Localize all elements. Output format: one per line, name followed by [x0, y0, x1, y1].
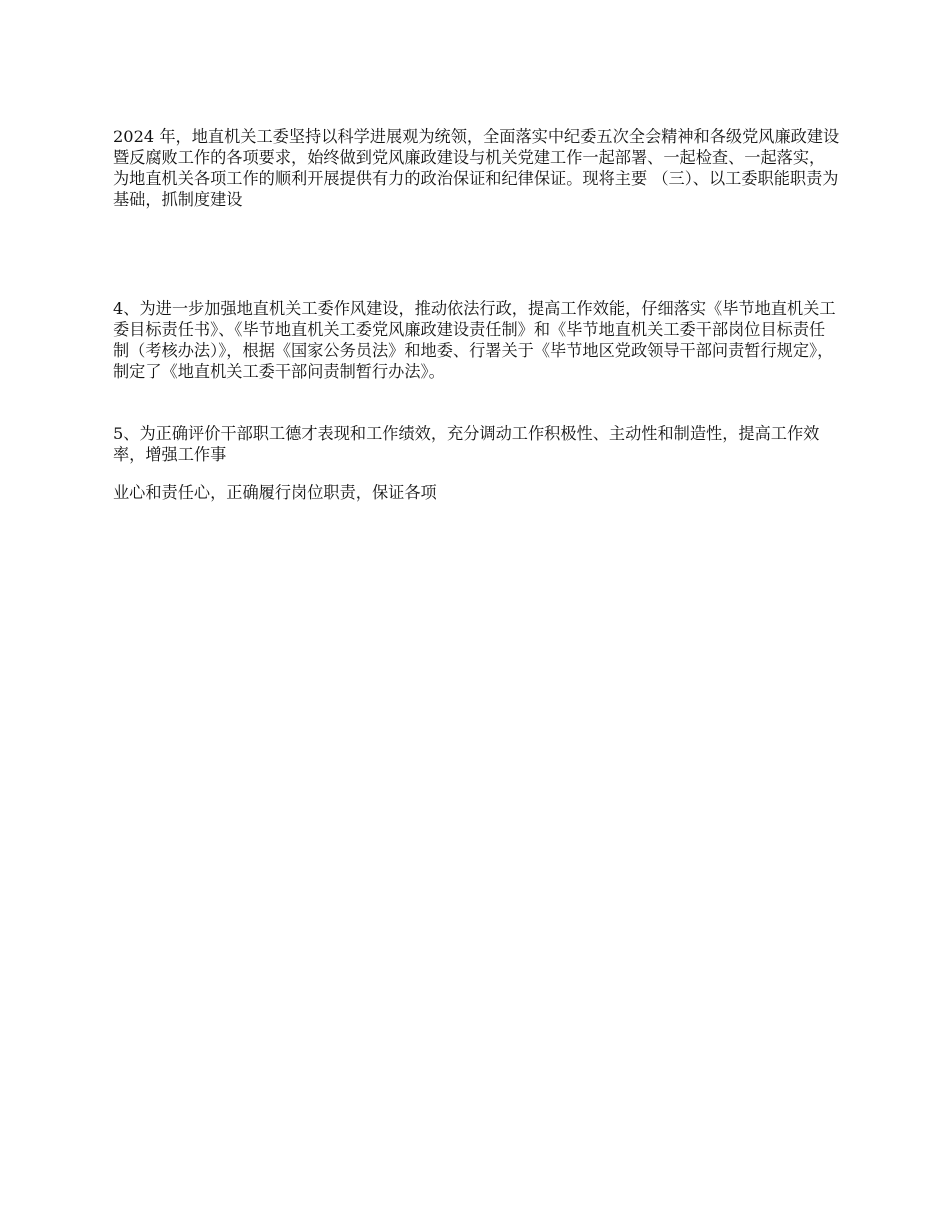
paragraph-item-4: 4、为进一步加强地直机关工委作风建设，推动依法行政，提高工作效能，仔细落实《毕节地直机关工委目标责任书》、《毕节地直机关工委党风廉政建设责任制》和《毕节地直机关工委干部岗位目标责任制（考核办法）》，根据《国家公务员法》和地委、行署关于《毕节地区党政领导干部问责暂行规定》，制定了《地直机关工委干部问责制暂行办法》。 [113, 299, 836, 381]
paragraph-item-5: 5、为正确评价干部职工德才表现和工作绩效，充分调动工作积极性、主动性和制造性，提高工作效率，增强工作事 [113, 424, 820, 464]
paragraph-continuation: 业心和责任心，正确履行岗位职责，保证各项 [113, 483, 437, 502]
paragraph-intro: 2024 年，地直机关工委坚持以科学进展观为统领，全面落实中纪委五次全会精神和各级党风廉政建设暨反腐败工作的各项要求，始终做到党风廉政建设与机关党建工作一起部署、一起检查、一起落实，为地直机关各项工作的顺利开展提供有力的政治保证和纪律保证。现将主要 （三）、以工委职能职责为基础，抓制度建设 [113, 127, 840, 209]
